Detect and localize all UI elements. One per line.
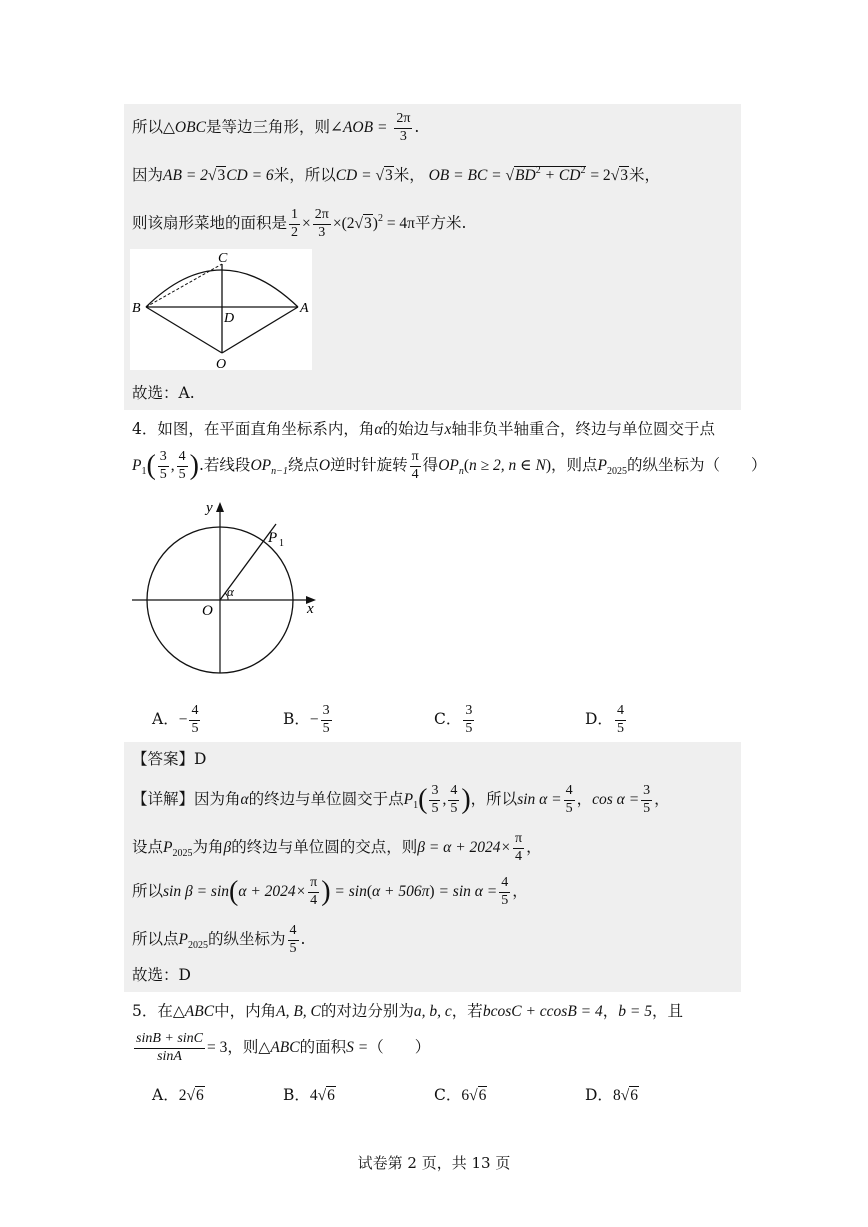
label-P1: P	[268, 530, 278, 546]
q4-line-2: $P_1$( $\frac{3}{5}$ , $\frac{4}{5}$ ).若线段$OP_{n-1}$绕点O逆时针旋转 $\frac{\pi}{4}$ 得$OP_n(n \ge 2$, n ∈ N)，则点$P_{2025}$的纵坐标为（ ）	[132, 449, 767, 482]
prev-line-1: 所以△OBC是等边三角形，则∠AOB = $\frac{2\pi}{3}$ .	[132, 111, 420, 144]
q5-option-d[interactable]: D．8√6	[585, 1086, 638, 1104]
label-x: x	[307, 601, 314, 617]
q5-option-c[interactable]: C．6√6	[434, 1086, 487, 1104]
label-B: B	[132, 301, 141, 316]
unit-circle-figure	[128, 498, 328, 678]
label-A: A	[300, 301, 309, 316]
page-footer: 试卷第 2 页，共 13 页	[357, 1154, 511, 1172]
label-C: C	[218, 251, 228, 266]
q5-option-b[interactable]: B．4√6	[283, 1086, 335, 1104]
label-D: D	[224, 311, 235, 326]
label-alpha: α	[227, 584, 234, 599]
q4-line-1: 4．如图，在平面直角坐标系内，角α的始边与x轴非负半轴重合，终边与单位圆交于点	[132, 420, 715, 438]
label-O: O	[202, 603, 213, 619]
q4-option-c[interactable]: C． $\frac{3}{5}$	[434, 703, 473, 736]
q4-answer: 【答案】D	[132, 750, 207, 768]
prev-choice: 故选：A.	[132, 384, 195, 402]
label-O: O	[216, 357, 227, 370]
label-P1-sub: 1	[279, 538, 284, 549]
y-axis-arrow	[216, 502, 224, 512]
q4-option-a[interactable]: A．− $\frac{4}{5}$	[152, 703, 199, 736]
q4-detail-3: 所以sin β = sin(α + 2024× $\frac{\pi}{4}$ ) = sin(α + 506π) = sin α = $\frac{4}{5}$ ，	[132, 875, 528, 908]
q4-detail-4: 所以点$P_{2025}$的纵坐标为 $\frac{4}{5}$ .	[132, 923, 306, 956]
sector-figure	[130, 249, 312, 370]
q4-choice: 故选：D	[132, 966, 191, 984]
q5-option-a[interactable]: A．2√6	[152, 1086, 204, 1104]
q4-option-d[interactable]: D． $\frac{4}{5}$	[585, 703, 624, 736]
q5-line-1: 5．在△ABC中，内角A, B, C的对边分别为a, b, c，若bcosC + ccosB = 4，b = 5，且	[132, 1002, 683, 1020]
q4-detail-1: 【详解】因为角α的终边与单位圆交于点$P_1$( $\frac{3}{5}$ , $\frac{4}{5}$ )，所以sin α = $\frac{4}{5}$ ，cos α = $\frac{3}{5}$ ，	[132, 783, 670, 816]
q4-detail-2: 设点$P_{2025}$为角β的终边与单位圆的交点，则β = α + 2024× $\frac{\pi}{4}$ ，	[132, 831, 542, 864]
prev-line-2: 因为AB = 2√3CD = 6米，所以CD = √3米， OB = BC = $√BD^2 + CD^2 = 2√3$米，	[132, 165, 660, 184]
label-y: y	[206, 500, 213, 516]
q5-line-2: $\frac{\sin B + \sin C}{\sin A}$ = 3，则△ABC的面积S =（ ）	[136, 1031, 431, 1064]
prev-line-3: 则该扇形菜地的面积是 $\frac{1}{2}$ × $\frac{2\pi}{3}$ $\times(2√3)^2 = 4\pi$平方米.	[132, 207, 467, 240]
q4-option-b[interactable]: B．− $\frac{3}{5}$	[283, 703, 330, 736]
